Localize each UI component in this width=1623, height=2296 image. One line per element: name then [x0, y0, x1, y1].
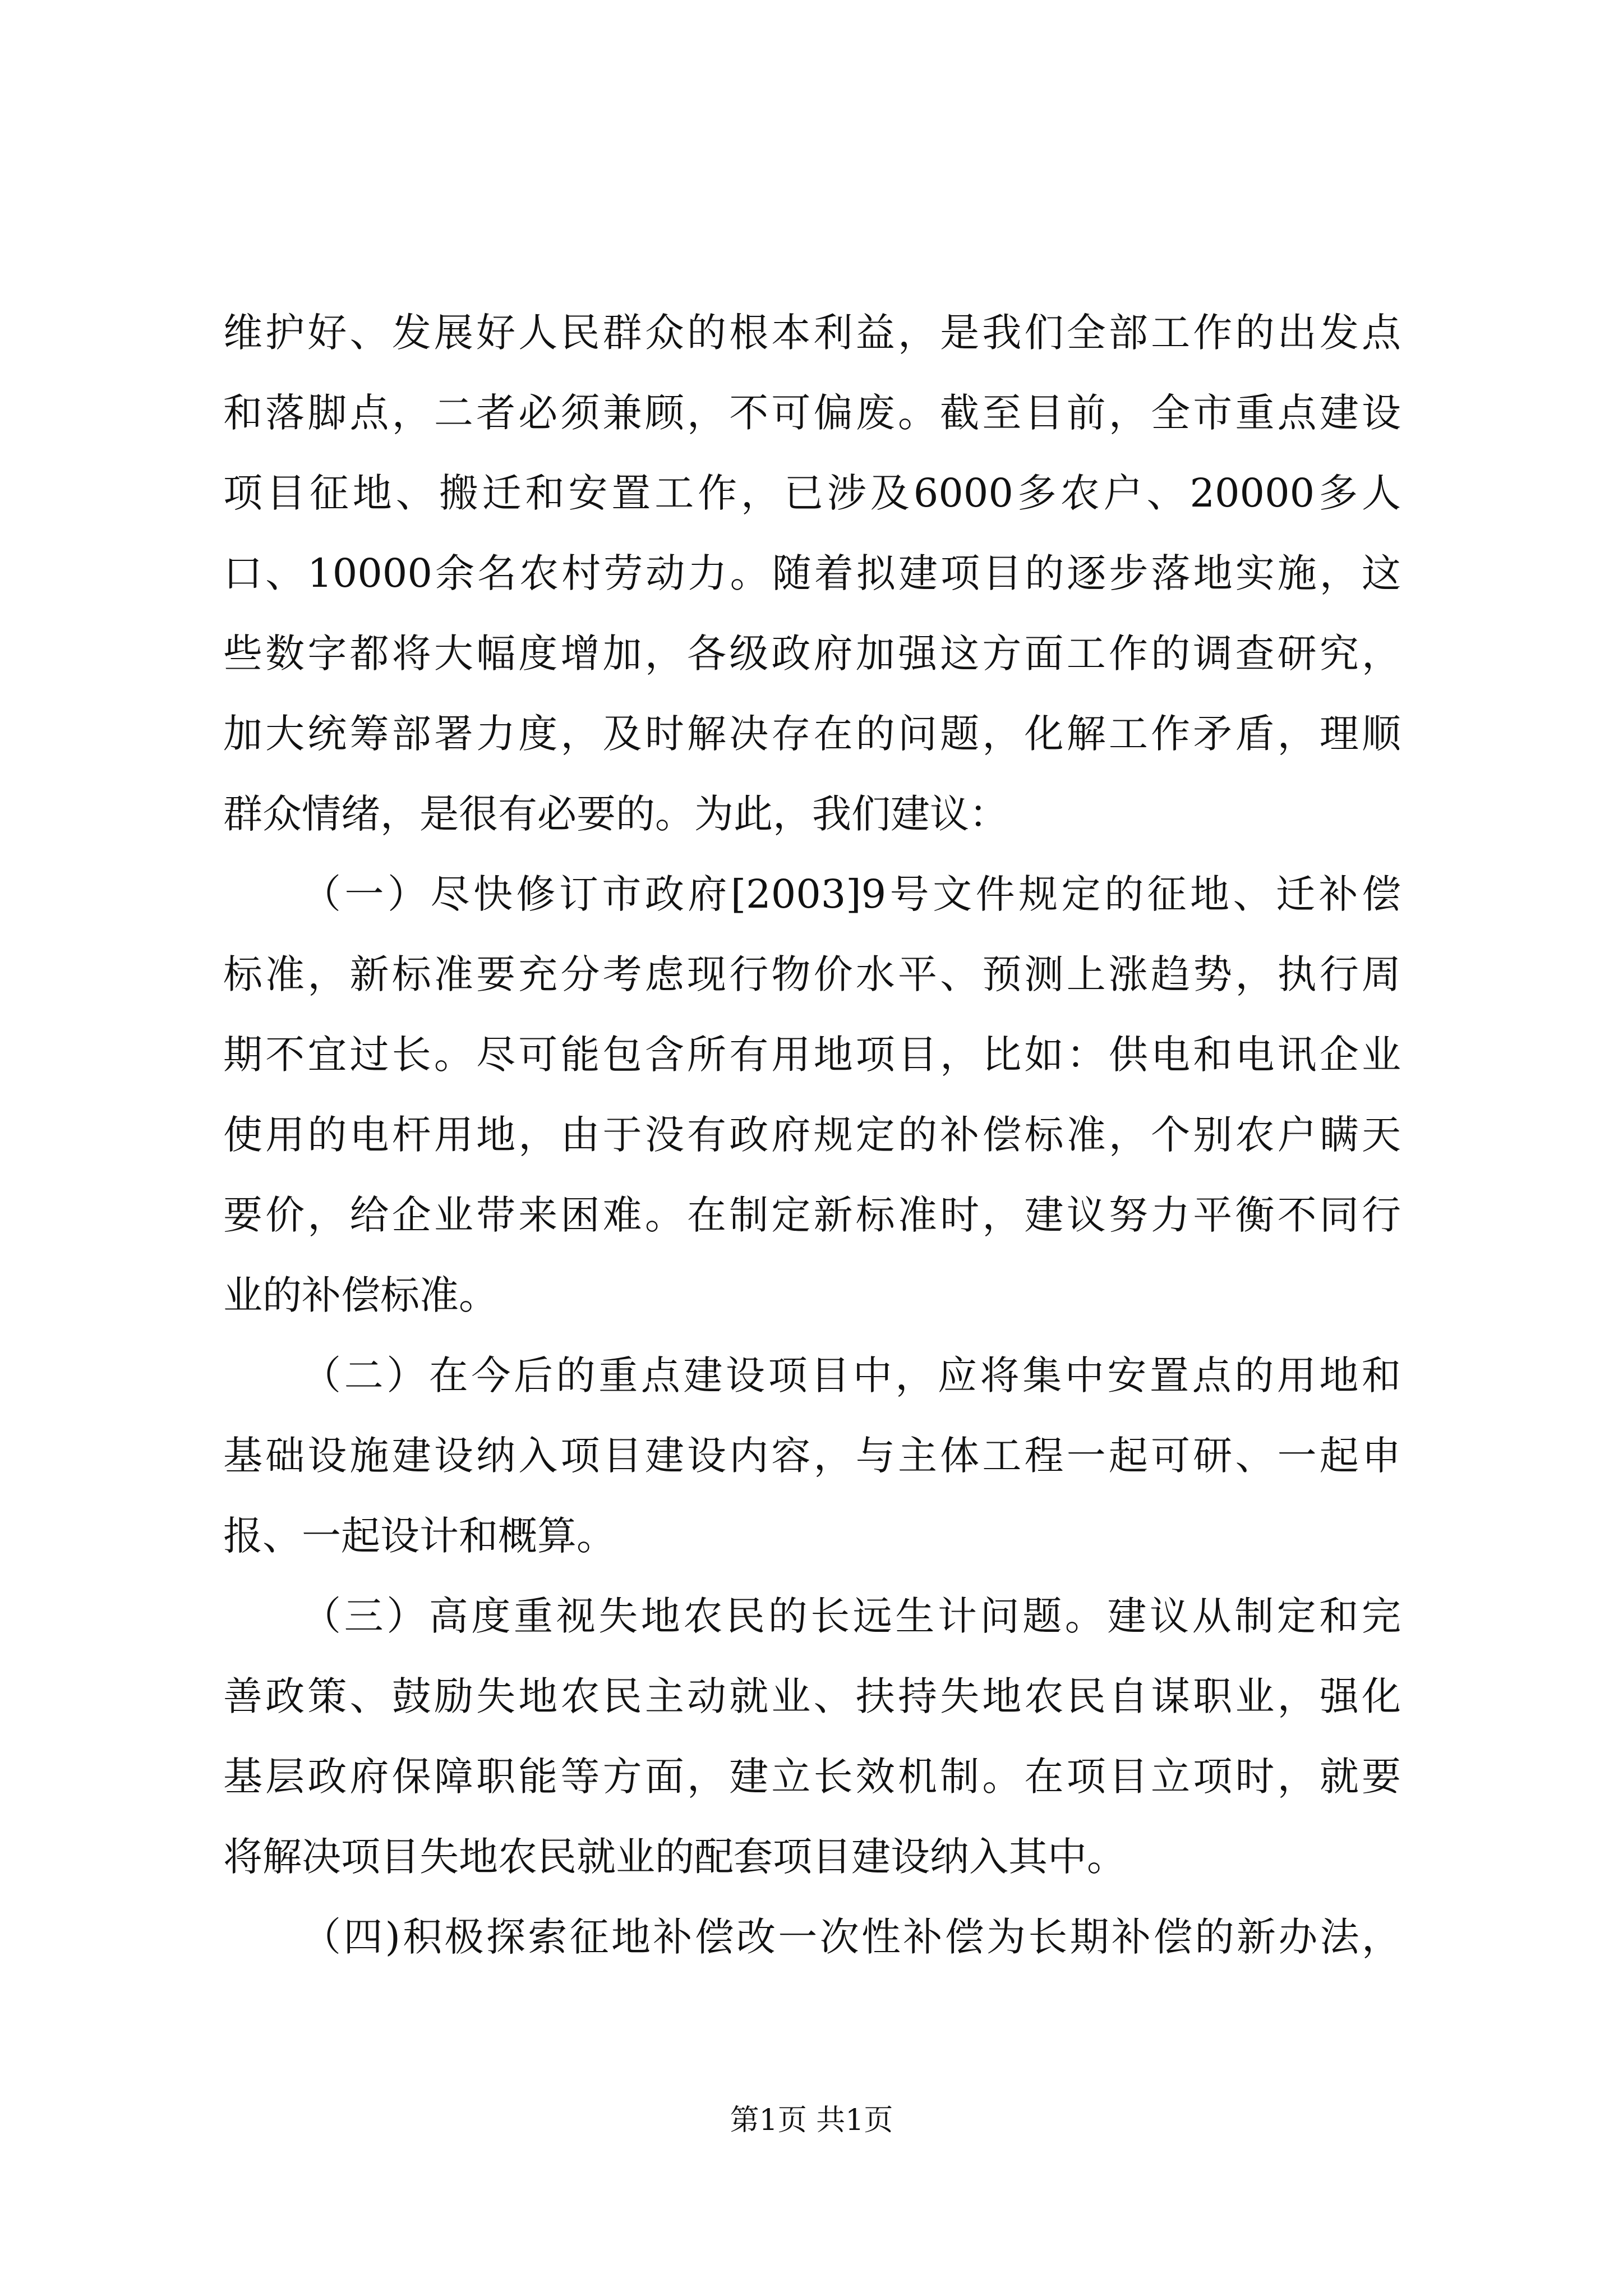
text-line: 项目征地、搬迁和安置工作，已涉及6000多农户、20000多人 [223, 470, 1401, 516]
text-line: 群众情绪，是很有必要的。为此，我们建议： [223, 791, 1008, 837]
text-line: （一）尽快修订市政府[2003]9号文件规定的征地、迁补偿 [302, 871, 1401, 917]
text-line: 维护好、发展好人民群众的根本利益，是我们全部工作的出发点 [223, 310, 1401, 356]
text-line: （二）在今后的重点建设项目中，应将集中安置点的用地和 [302, 1352, 1401, 1398]
text-line: 些数字都将大幅度增加，各级政府加强这方面工作的调查研究， [223, 631, 1401, 677]
text-line: 标准，新标准要充分考虑现行物价水平、预测上涨趋势，执行周 [223, 951, 1401, 997]
text-line: 将解决项目失地农民就业的配套项目建设纳入其中。 [223, 1834, 1126, 1880]
text-line: 报、一起设计和概算。 [223, 1513, 616, 1559]
text-line: （四)积极探索征地补偿改一次性补偿为长期补偿的新办法， [302, 1914, 1401, 1960]
document-body [223, 293, 1401, 1977]
text-line: 使用的电杆用地，由于没有政府规定的补偿标准，个别农户瞒天 [223, 1112, 1401, 1158]
text-line: （三）高度重视失地农民的长远生计问题。建议从制定和完 [302, 1593, 1401, 1639]
page-footer: 第1页 共1页 [730, 2104, 893, 2137]
text-line: 基层政府保障职能等方面，建立长效机制。在项目立项时，就要 [223, 1754, 1401, 1800]
text-line: 和落脚点，二者必须兼顾，不可偏废。截至目前，全市重点建设 [223, 390, 1401, 436]
text-line: 要价，给企业带来困难。在制定新标准时，建议努力平衡不同行 [223, 1192, 1401, 1238]
text-line: 口、10000余名农村劳动力。随着拟建项目的逐步落地实施，这 [223, 550, 1401, 596]
text-line: 基础设施建设纳入项目建设内容，与主体工程一起可研、一起申 [223, 1433, 1401, 1479]
text-line: 善政策、鼓励失地农民主动就业、扶持失地农民自谋职业，强化 [223, 1673, 1401, 1719]
text-line: 业的补偿标准。 [223, 1272, 498, 1318]
text-line: 加大统筹部署力度，及时解决存在的问题，化解工作矛盾，理顺 [223, 711, 1401, 757]
text-line: 期不宜过长。尽可能包含所有用地项目，比如：供电和电讯企业 [223, 1032, 1401, 1078]
